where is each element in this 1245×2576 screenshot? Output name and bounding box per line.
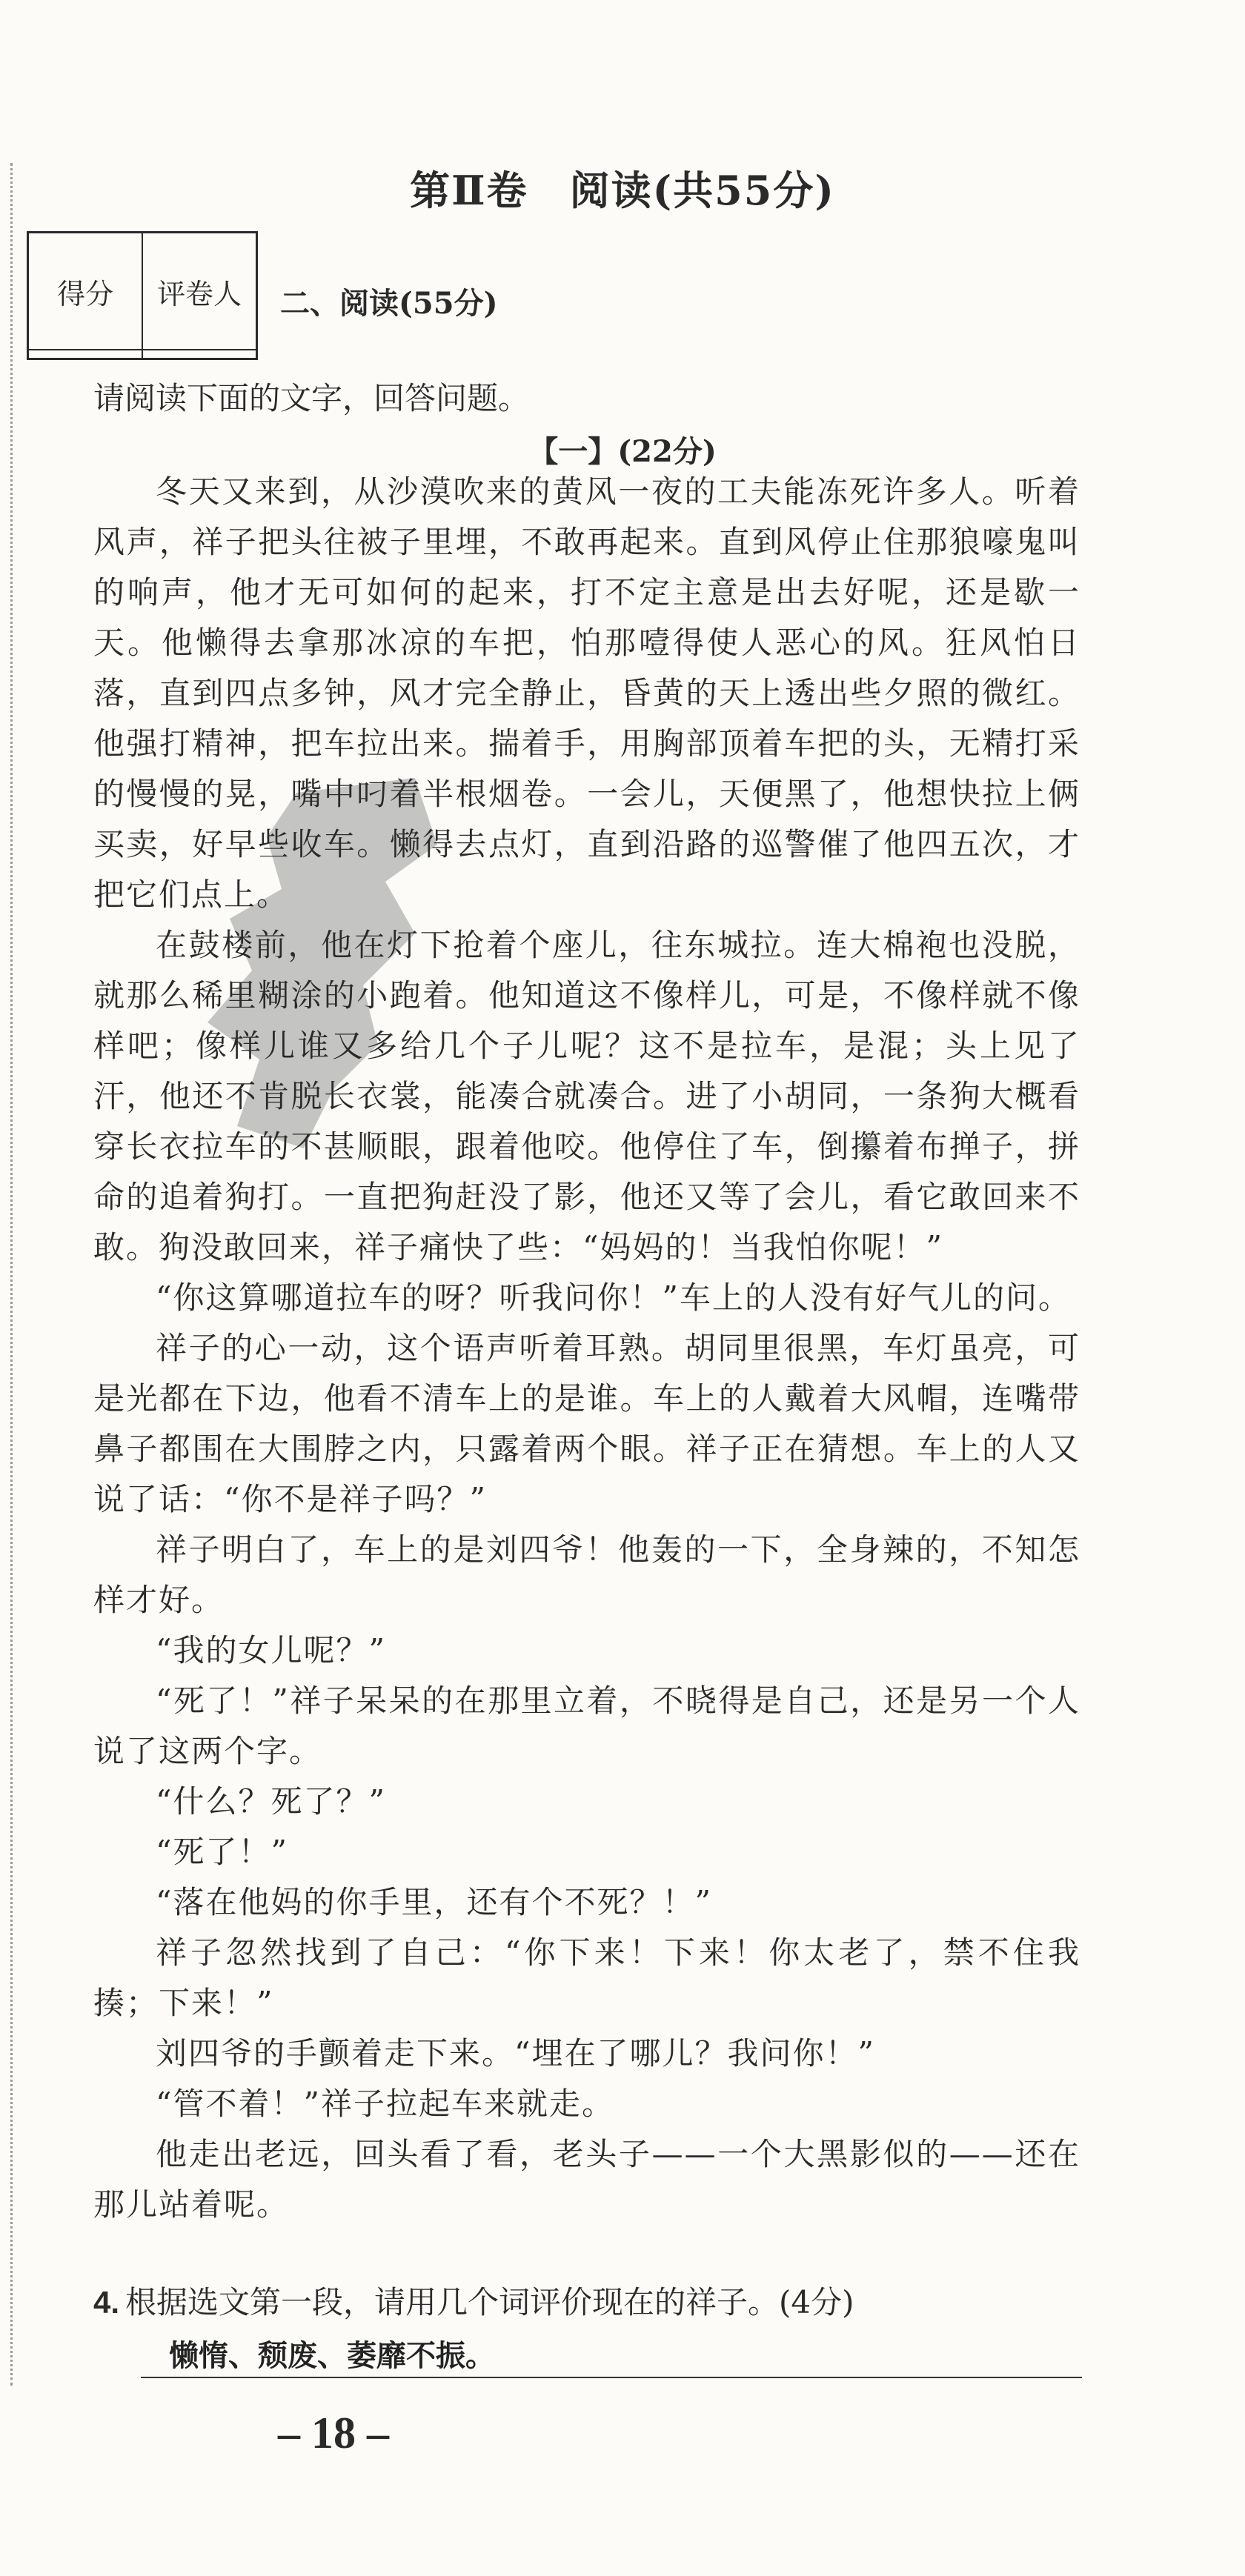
instruction-text: 请阅读下面的文字，回答问题。 xyxy=(93,380,530,416)
section-heading: 二、阅读(55分) xyxy=(280,286,498,321)
passage-paragraph: 祥子忽然找到了自己：“你下来！下来！你太老了，禁不住我揍；下来！” xyxy=(93,1934,1080,2021)
passage-paragraph: “管不着！”祥子拉起车来就走。 xyxy=(156,2086,614,2122)
passage-paragraph: “什么？死了？” xyxy=(156,1783,386,1820)
passage-paragraph: 在鼓楼前，他在灯下抢着个座儿，往东城拉。连大棉袍也没脱，就那么稀里糊涂的小跑着。他知道这不像样儿，可是，不像样就不像样吧；像样儿谁又多给几个子儿呢？这不是拉车，是混；头上见了汗，他还不肯脱长衣裳，能凑合就凑合。进了小胡同，一条狗大概看穿长衣拉车的不甚顺眼，跟着他咬。他停住了车，倒攥着布掸子，拼命的追着狗打。一直把狗赶没了影，他还又等了会儿，看它敢回来不敢。狗没敢回来，祥子痛快了些：“妈妈的！当我怕你呢！” xyxy=(93,927,1080,1265)
page-number: – 18 – xyxy=(278,2409,389,2457)
passage-paragraph: 刘四爷的手颤着走下来。“埋在了哪儿？我问你！” xyxy=(156,2035,875,2071)
answer-line xyxy=(141,2377,1082,2378)
question-number: 4. xyxy=(93,2285,120,2320)
part-heading: 【一】(22分) xyxy=(528,434,717,469)
score-box xyxy=(27,231,258,360)
grader-label: 评卷人 xyxy=(142,233,257,350)
passage-paragraph: “你这算哪道拉车的呀？听我问你！”车上的人没有好气儿的问。 xyxy=(156,1279,1071,1316)
passage-paragraph: “死了！” xyxy=(156,1834,288,1870)
score-input-cell xyxy=(28,350,143,359)
passage-paragraph: “落在他妈的你手里，还有个不死？！” xyxy=(156,1884,712,1920)
passage-paragraph: 祥子明白了，车上的是刘四爷！他轰的一下，全身辣的，不知怎样才好。 xyxy=(93,1531,1080,1618)
reading-passage xyxy=(93,467,1080,2230)
passage-paragraph: 祥子的心一动，这个语声听着耳熟。胡同里很黑，车灯虽亮，可是光都在下边，他看不清车上的是谁。车上的人戴着大风帽，连嘴带鼻子都围在大围脖之内，只露着两个眼。祥子正在猜想。车上的人又说了话：“你不是祥子吗？” xyxy=(93,1330,1080,1517)
passage-paragraph: “死了！”祥子呆呆的在那里立着，不晓得是自己，还是另一个人说了这两个字。 xyxy=(93,1683,1080,1769)
page-title: 第Ⅱ卷 阅读(共55分) xyxy=(410,167,835,214)
passage-paragraph: 他走出老远，回头看了看，老头子——一个大黑影似的——还在那儿站着呢。 xyxy=(93,2136,1080,2223)
passage-paragraph: 冬天又来到，从沙漠吹来的黄风一夜的工夫能冻死许多人。听着风声，祥子把头往被子里埋，不敢再起来。直到风停止住那狼嚎鬼叫的响声，他才无可如何的起来，打不定主意是出去好呢，还是歇一天。他懒得去拿那冰凉的车把，怕那噎得使人恶心的风。狂风怕日落，直到四点多钟，风才完全静止，昏黄的天上透出些夕照的微红。他强打精神，把车拉出来。揣着手，用胸部顶着车把的头，无精打采的慢慢的晃，嘴中叼着半根烟卷。一会儿，天便黑了，他想快拉上俩买卖，好早些收车。懒得去点灯，直到沿路的巡警催了他四五次，才把它们点上。 xyxy=(93,473,1080,913)
score-label: 得分 xyxy=(28,233,143,350)
binding-dotted-line xyxy=(10,163,13,2386)
question-4 xyxy=(93,2278,854,2323)
grader-input-cell xyxy=(142,350,257,359)
question-text: 根据选文第一段，请用几个词评价现在的祥子。(4分) xyxy=(125,2284,854,2320)
answer-text: 懒惰、颓废、萎靡不振。 xyxy=(169,2340,495,2372)
passage-paragraph: “我的女儿呢？” xyxy=(156,1632,386,1668)
